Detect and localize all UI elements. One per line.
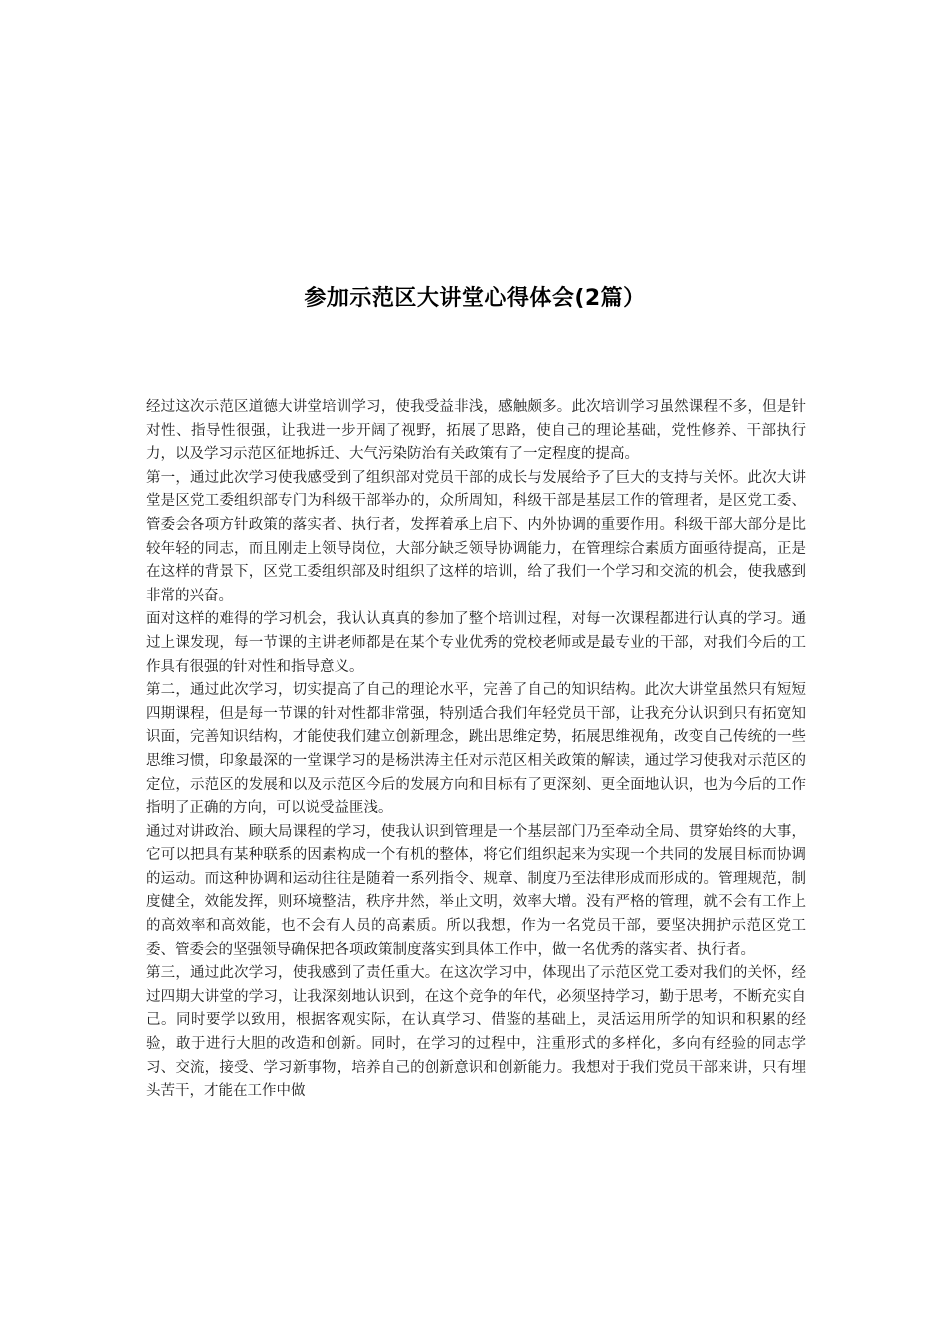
paragraph: 面对这样的难得的学习机会，我认认真真的参加了整个培训过程，对每一次课程都进行认真的学习。通过上课发现，每一节课的主讲老师都是在某个专业优秀的党校老师或是最专业的干部，对我们今后的工作具有很强的针对性和指导意义。 <box>146 611 806 675</box>
paragraph: 第一，通过此次学习使我感受到了组织部对党员干部的成长与发展给予了巨大的支持与关怀。此次大讲堂是区党工委组织部专门为科级干部举办的，众所周知，科级干部是基层工作的管理者，是区党工委、管委会各项方针政策的落实者、执行者，发挥着承上启下、内外协调的重要作用。科级干部大部分是比较年轻的同志，而且刚走上领导岗位，大部分缺乏领导协调能力，在管理综合素质方面亟待提高，正是在这样的背景下，区党工委组织部及时组织了这样的培训，给了我们一个学习和交流的机会，使我感到非常的兴奋。 <box>146 469 806 604</box>
paragraph: 经过这次示范区道德大讲堂培训学习，使我受益非浅，感触颇多。此次培训学习虽然课程不多，但是针对性、指导性很强，让我进一步开阔了视野，拓展了思路，使自己的理论基础，党性修养、干部执行力，以及学习示范区征地拆迁、大气污染防治有关政策有了一定程度的提高。 <box>146 399 806 463</box>
page-title: 参加示范区大讲堂心得体会(2篇） <box>304 286 646 311</box>
paragraph: 通过对讲政治、顾大局课程的学习，使我认识到管理是一个基层部门乃至牵动全局、贯穿始终的大事，它可以把具有某种联系的因素构成一个有机的整体，将它们组织起来为实现一个共同的发展目标而协调的运动。而这种协调和运动往往是随着一系列指令、规章、制度乃至法律形成而形成的。管理规范，制度健全，效能发挥，则环境整洁，秩序井然，举止文明，效率大增。没有严格的管理，就不会有工作上的高效率和高效能，也不会有人员的高素质。所以我想，作为一名党员干部，要坚决拥护示范区党工委、管委会的坚强领导确保把各项政策制度落实到具体工作中，做一名优秀的落实者、执行者。 <box>146 823 806 958</box>
document-body <box>146 396 806 1104</box>
paragraph: 第二，通过此次学习，切实提高了自己的理论水平，完善了自己的知识结构。此次大讲堂虽然只有短短四期课程，但是每一节课的针对性都非常强，特别适合我们年轻党员干部，让我充分认识到只有拓宽知识面，完善知识结构，才能使我们建立创新理念，跳出思维定势，拓展思维视角，改变自己传统的一些思维习惯，印象最深的一堂课学习的是杨洪涛主任对示范区相关政策的解读，通过学习使我对示范区的定位，示范区的发展和以及示范区今后的发展方向和目标有了更深刻、更全面地认识，也为今后的工作指明了正确的方向，可以说受益匪浅。 <box>146 682 806 817</box>
paragraph: 第三，通过此次学习，使我感到了责任重大。在这次学习中，体现出了示范区党工委对我们的关怀，经过四期大讲堂的学习，让我深刻地认识到，在这个竞争的年代，必须坚持学习，勤于思考，不断充实自己。同时要学以致用，根据客观实际，在认真学习、借鉴的基础上，灵活运用所学的知识和积累的经验，敢于进行大胆的改造和创新。同时，在学习的过程中，注重形式的多样化，多向有经验的同志学习、交流，接受、学习新事物，培养自己的创新意识和创新能力。我想对于我们党员干部来讲，只有埋头苦干，才能在工作中做 <box>146 965 806 1100</box>
